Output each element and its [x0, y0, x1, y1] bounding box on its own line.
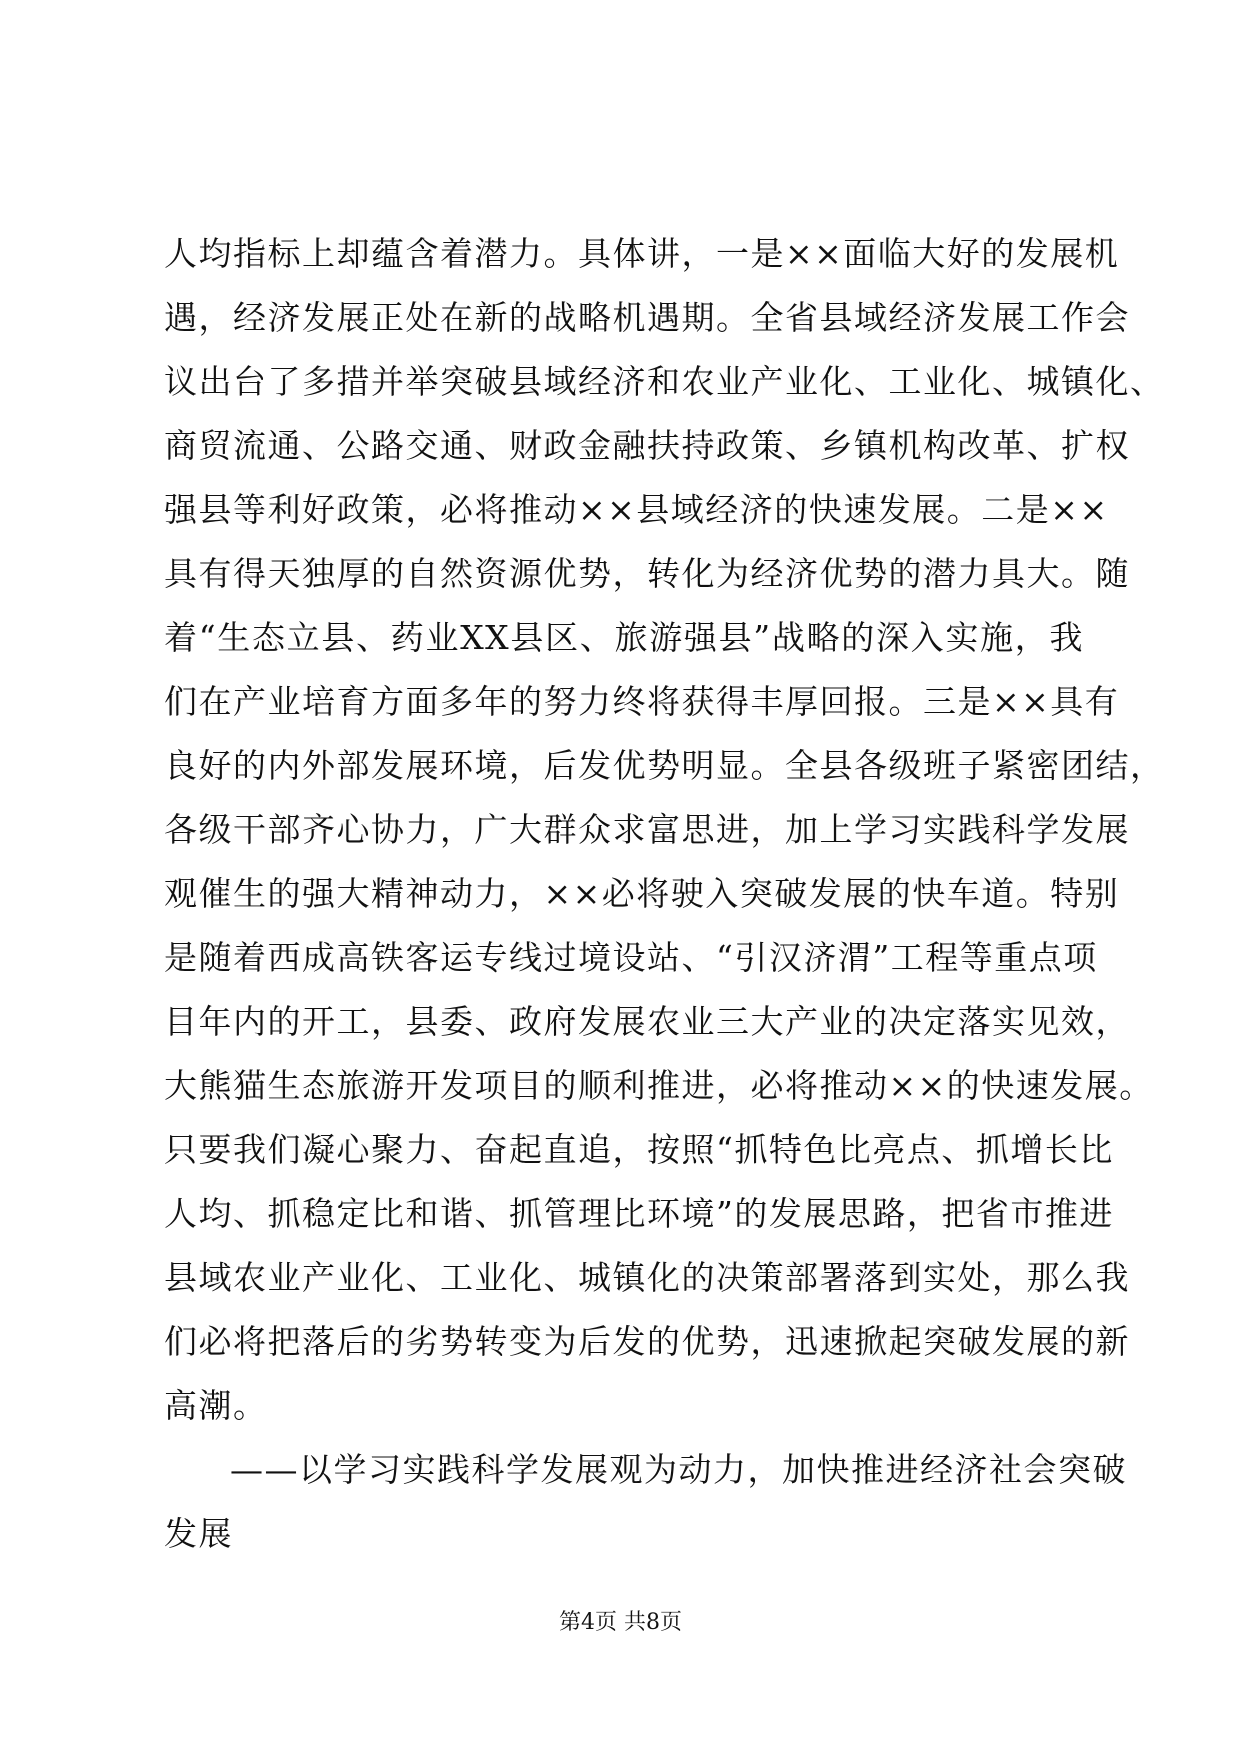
text-line: 着“生态立县、药业XX县区、旅游强县”战略的深入实施，我 — [164, 618, 1084, 657]
text-line: 只要我们凝心聚力、奋起直追，按照“抓特色比亮点、抓增长比 — [164, 1130, 1114, 1169]
text-line: 人均、抓稳定比和谐、抓管理比环境”的发展思路，把省市推进 — [164, 1194, 1114, 1233]
text-line: 遇，经济发展正处在新的战略机遇期。全省县域经济发展工作会 — [164, 298, 1130, 337]
page-footer: 第4页 共8页 — [559, 1610, 682, 1635]
text-line: 商贸流通、公路交通、财政金融扶持政策、乡镇机构改革、扩权 — [164, 426, 1130, 465]
text-line: 议出台了多措并举突破县域经济和农业产业化、工业化、城镇化、 — [164, 362, 1165, 401]
text-line: 强县等利好政策，必将推动××县域经济的快速发展。二是×× — [164, 490, 1109, 529]
text-line: 大熊猫生态旅游开发项目的顺利推进，必将推动××的快速发展。 — [164, 1066, 1154, 1105]
subheading-line: ——以学习实践科学发展观为动力，加快推进经济社会突破 — [230, 1450, 1127, 1489]
text-line: 具有得天独厚的自然资源优势，转化为经济优势的潜力具大。随 — [164, 554, 1130, 593]
text-line: 观催生的强大精神动力，××必将驶入突破发展的快车道。特别 — [164, 874, 1120, 913]
text-line: 目年内的开工，县委、政府发展农业三大产业的决定落实见效， — [164, 1002, 1130, 1041]
text-line: 人均指标上却蕴含着潜力。具体讲，一是××面临大好的发展机 — [164, 234, 1120, 273]
body-text — [164, 222, 1165, 1566]
text-line: 们在产业培育方面多年的努力终将获得丰厚回报。三是××具有 — [164, 682, 1120, 721]
text-line: 高潮。 — [164, 1386, 268, 1425]
text-line: 们必将把落后的劣势转变为后发的优势，迅速掀起突破发展的新 — [164, 1322, 1130, 1361]
text-line: 县域农业产业化、工业化、城镇化的决策部署落到实处，那么我 — [164, 1258, 1130, 1297]
text-line: 良好的内外部发展环境，后发优势明显。全县各级班子紧密团结， — [164, 746, 1165, 785]
text-line: 各级干部齐心协力，广大群众求富思进，加上学习实践科学发展 — [164, 810, 1130, 849]
subheading-line: 发展 — [164, 1514, 233, 1553]
text-line: 是随着西成高铁客运专线过境设站、“引汉济渭”工程等重点项 — [164, 938, 1098, 977]
